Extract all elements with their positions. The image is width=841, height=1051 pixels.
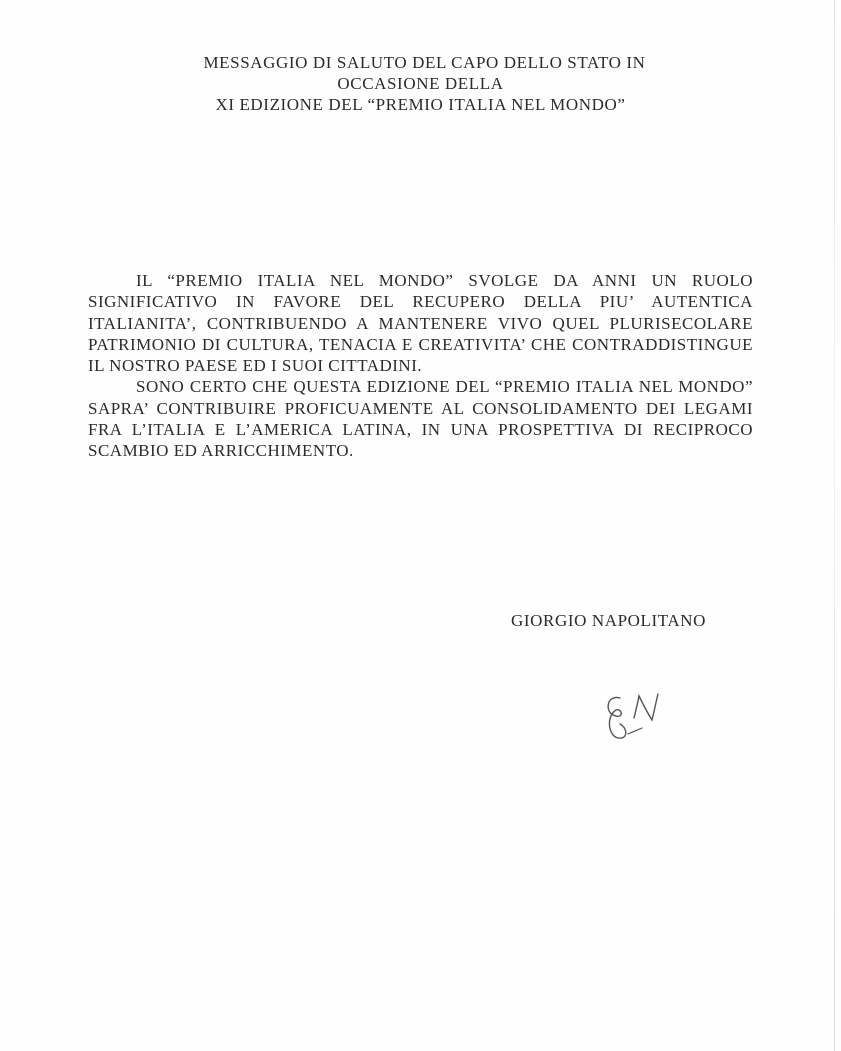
document-title <box>0 52 841 115</box>
signatory-name: GIORGIO NAPOLITANO <box>511 611 707 630</box>
title-line-1: MESSAGGIO DI SALUTO DEL CAPO DELLO STATO IN <box>203 53 646 72</box>
handwritten-signature <box>598 688 678 744</box>
title-line-3: XI EDIZIONE DEL “PREMIO ITALIA NEL MONDO” <box>215 95 626 114</box>
message-body <box>88 270 753 462</box>
paragraph-2: SONO CERTO CHE QUESTA EDIZIONE DEL “PREMIO ITALIA NEL MONDO” SAPRA’ CONTRIBUIRE PROFICUAMENTE AL CONSOLIDAMENTO DEI LEGAMI FRA L’ITALIA E L’AMERICA LATINA, IN UNA PROSPETTIVA DI RECIPROCO SCAMBIO ED ARRICCHIMENTO. <box>88 377 753 461</box>
scan-edge-line <box>834 0 835 1051</box>
paragraph-1: IL “PREMIO ITALIA NEL MONDO” SVOLGE DA ANNI UN RUOLO SIGNIFICATIVO IN FAVORE DEL RECUPERO DELLA PIU’ AUTENTICA ITALIANITA’, CONTRIBUENDO A MANTENERE VIVO QUEL PLURISECOLARE PATRIMONIO DI CULTURA, TENACIA E CREATIVITA’ CHE CONTRADDISTINGUE IL NOSTRO PAESE ED I SUOI CITTADINI. <box>88 271 753 376</box>
title-line-2: OCCASIONE DELLA <box>337 74 504 93</box>
